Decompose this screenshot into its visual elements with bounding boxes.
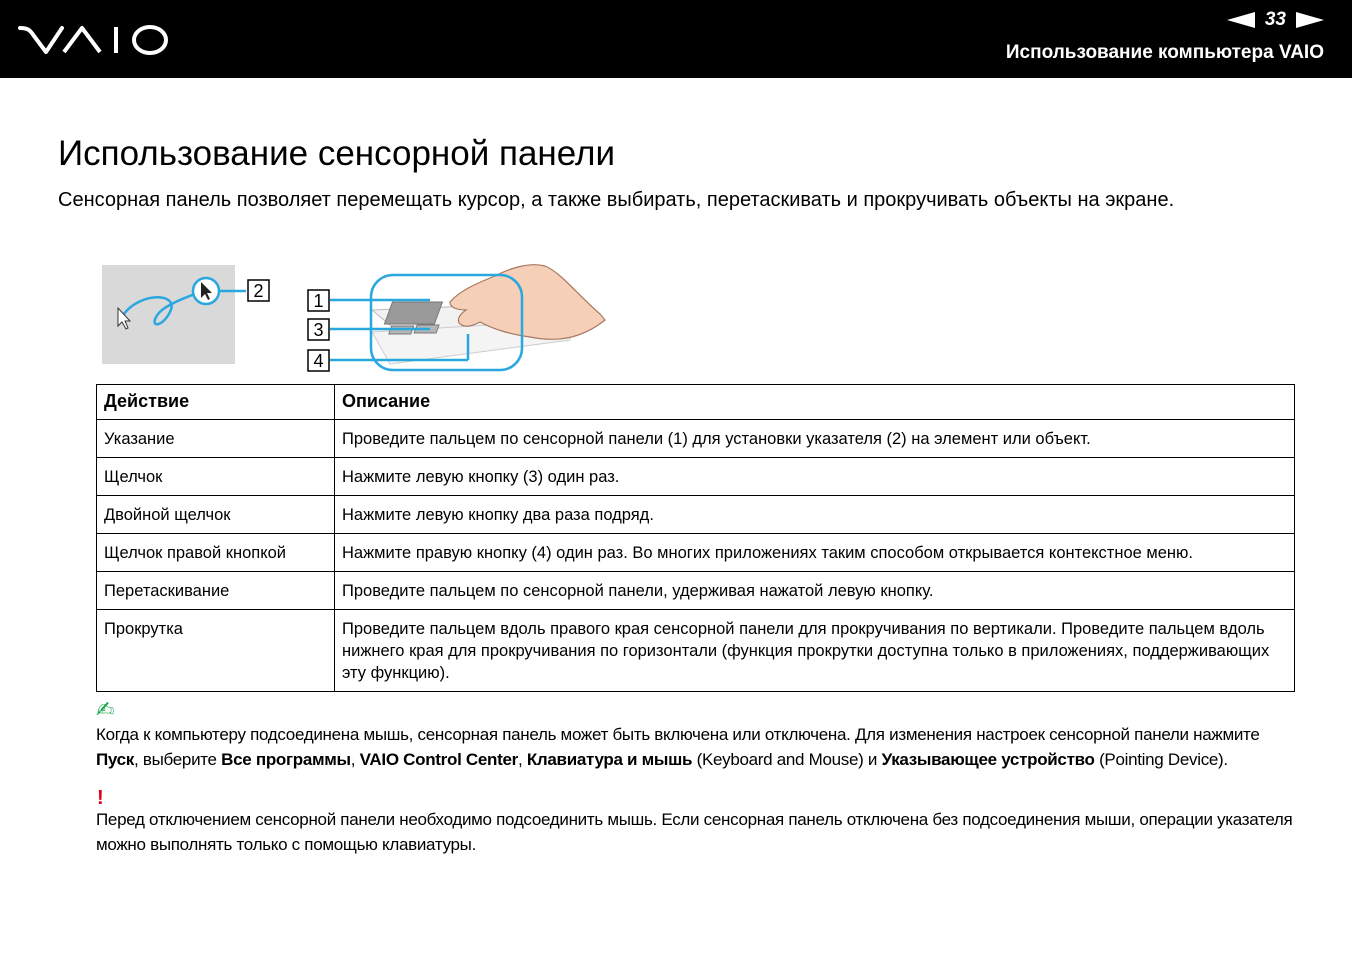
note-text-part: (Pointing Device). [1094,750,1228,769]
section-title: Использование компьютера VAIO [1005,42,1324,63]
description-cell: Нажмите левую кнопку (3) один раз. [335,458,1295,496]
touchpad-illustration [100,262,610,382]
touchpad-surface [384,302,442,324]
table-header-row [97,385,1295,420]
note-programs-term: Все программы [221,750,351,769]
header-action: Действие [97,385,335,420]
table-row [97,420,1295,458]
action-cell: Прокрутка [97,610,335,692]
page-navigation [1227,9,1324,31]
note-separator: , [350,750,360,769]
callout-1-label: 1 [313,291,324,311]
description-cell: Нажмите правую кнопку (4) один раз. Во многих приложениях таким способом открывается контекстное меню. [335,534,1295,572]
description-cell: Проведите пальцем по сенсорной панели (1) для установки указателя (2) на элемент или объект. [335,420,1295,458]
table-row [97,458,1295,496]
page-title: Использование сенсорной панели [58,134,616,173]
table-row [97,610,1295,692]
callout-4-label: 4 [313,351,324,371]
note-text-part: Когда к компьютеру подсоединена мышь, сенсорная панель может быть включена или отключена. Для изменения настроек сенсорной панели нажмите [96,725,1260,744]
warning-paragraph: Перед отключением сенсорной панели необходимо подсоединить мышь. Если сенсорная панель отключена без подсоединения мыши, операции указателя можно выполнять только с помощью клавиатуры. [96,810,1293,854]
vaio-logo [18,22,170,61]
action-cell: Двойной щелчок [97,496,335,534]
description-cell: Нажмите левую кнопку два раза подряд. [335,496,1295,534]
note-start-term: Пуск [96,750,135,769]
header-description: Описание [335,385,1295,420]
note-keyboard-term: Клавиатура и мышь [526,750,693,769]
note-text-part: (Keyboard and Mouse) и [692,750,882,769]
page-header [0,0,1352,78]
table-row [97,496,1295,534]
callout-3-label: 3 [313,320,324,340]
action-cell: Щелчок правой кнопкой [97,534,335,572]
table-row [97,534,1295,572]
touchpad-actions-table [96,384,1295,692]
table-row [97,572,1295,610]
note-pencil-icon: ✍ [96,697,115,722]
callout-2-label: 2 [253,281,264,301]
action-cell: Указание [97,420,335,458]
page-number: 33 [1264,9,1286,30]
description-cell: Проведите пальцем по сенсорной панели, удерживая нажатой левую кнопку. [335,572,1295,610]
action-cell: Щелчок [97,458,335,496]
vaio-logo-mark [18,22,170,56]
note-text-part: , выберите [134,750,222,769]
next-page-icon[interactable] [1296,12,1324,28]
previous-page-icon[interactable] [1227,12,1255,28]
note-paragraph [96,722,1296,772]
touchpad-diagram [100,262,610,377]
note-separator: , [517,750,527,769]
warning-icon: ! [97,787,104,809]
description-cell: Проведите пальцем вдоль правого края сенсорной панели для прокручивания по вертикали. Проведите пальцем вдоль нижнего края для прокручивания по горизонтали (функция прокрутки доступна только в приложениях, поддерживающих эту функцию). [335,610,1295,692]
intro-paragraph: Сенсорная панель позволяет перемещать курсор, а также выбирать, перетаскивать и прокручивать объекты на экране. [58,189,1175,211]
action-cell: Перетаскивание [97,572,335,610]
note-vcc-term: VAIO Control Center [359,750,518,769]
note-pointing-term: Указывающее устройство [881,750,1095,769]
